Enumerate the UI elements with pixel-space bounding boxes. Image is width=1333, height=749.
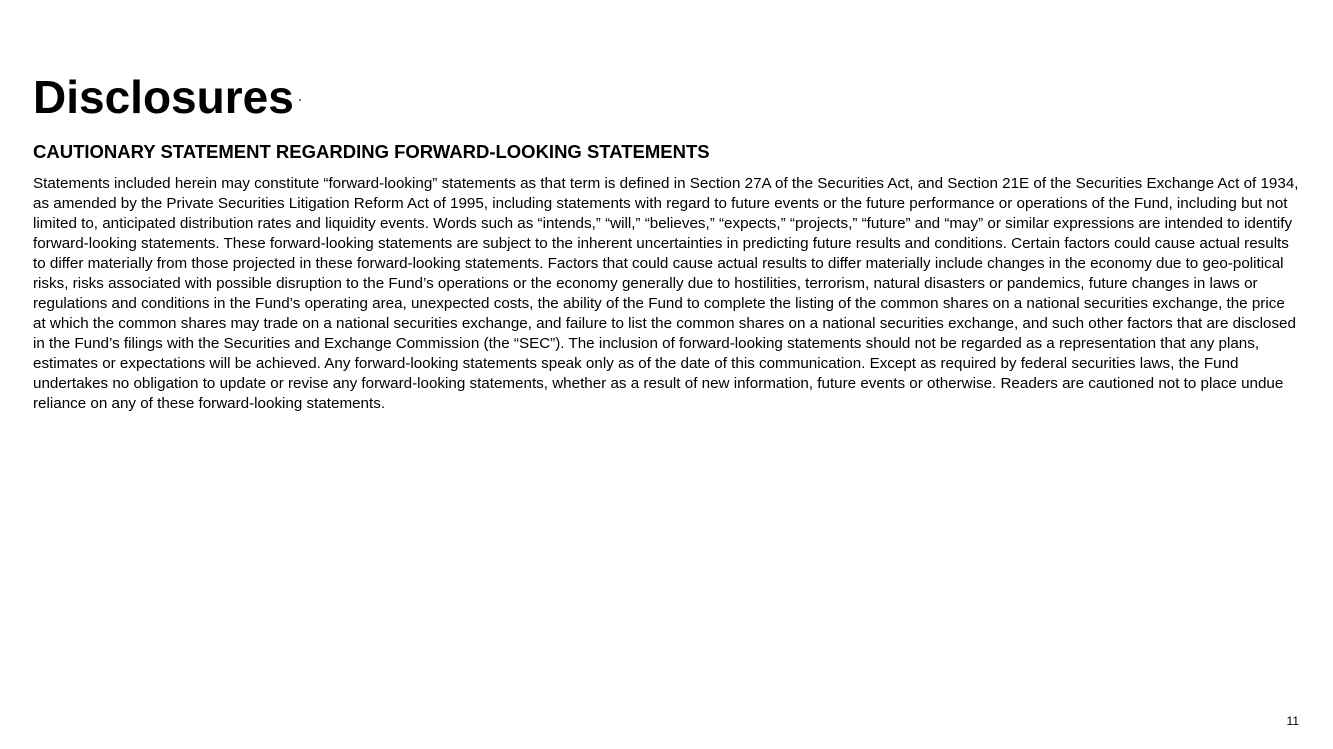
decorative-dot [299, 99, 301, 101]
page-number: 11 [1286, 714, 1299, 728]
disclosure-paragraph: Statements included herein may constitute “forward-looking” statements as that term is defined in Section 27A of the Securities Act, and Section 21E of the Securities Exchange Act of 1934, as amended by the Private Securities Litigation Reform Act of 1995, including statements with regard to future events or the future performance or operations of the Fund, including but not limited to, anticipated distribution rates and liquidity events. Words such as “intends,” “will,” “believes,” “expects,” “projects,” “future” and “may” or similar expressions are intended to identify forward-looking statements. These forward-looking statements are subject to the inherent uncertainties in predicting future results and conditions. Certain factors could cause actual results to differ materially from those projected in these forward-looking statements. Factors that could cause actual results to differ materially include changes in the economy due to geo-political risks, risks associated with possible disruption to the Fund’s operations or the economy generally due to hostilities, terrorism, natural disasters or pandemics, future changes in laws or regulations and conditions in the Fund’s operating area, unexpected costs, the ability of the Fund to complete the listing of the common shares on a national securities exchange, the price at which the common shares may trade on a national securities exchange, and failure to list the common shares on a national securities exchange, and such other factors that are disclosed in the Fund’s filings with the Securities and Exchange Commission (the “SEC”). The inclusion of forward-looking statements should not be regarded as a representation that any plans, estimates or expectations will be achieved. Any forward-looking statements speak only as of the date of this communication. Except as required by federal securities laws, the Fund undertakes no obligation to update or revise any forward-looking statements, whether as a result of new information, future events or otherwise. Readers are cautioned not to place undue reliance on any of these forward-looking statements. [33, 175, 1299, 412]
section-heading: CAUTIONARY STATEMENT REGARDING FORWARD-LOOKING STATEMENTS [33, 141, 710, 162]
page-title: Disclosures [33, 71, 294, 123]
